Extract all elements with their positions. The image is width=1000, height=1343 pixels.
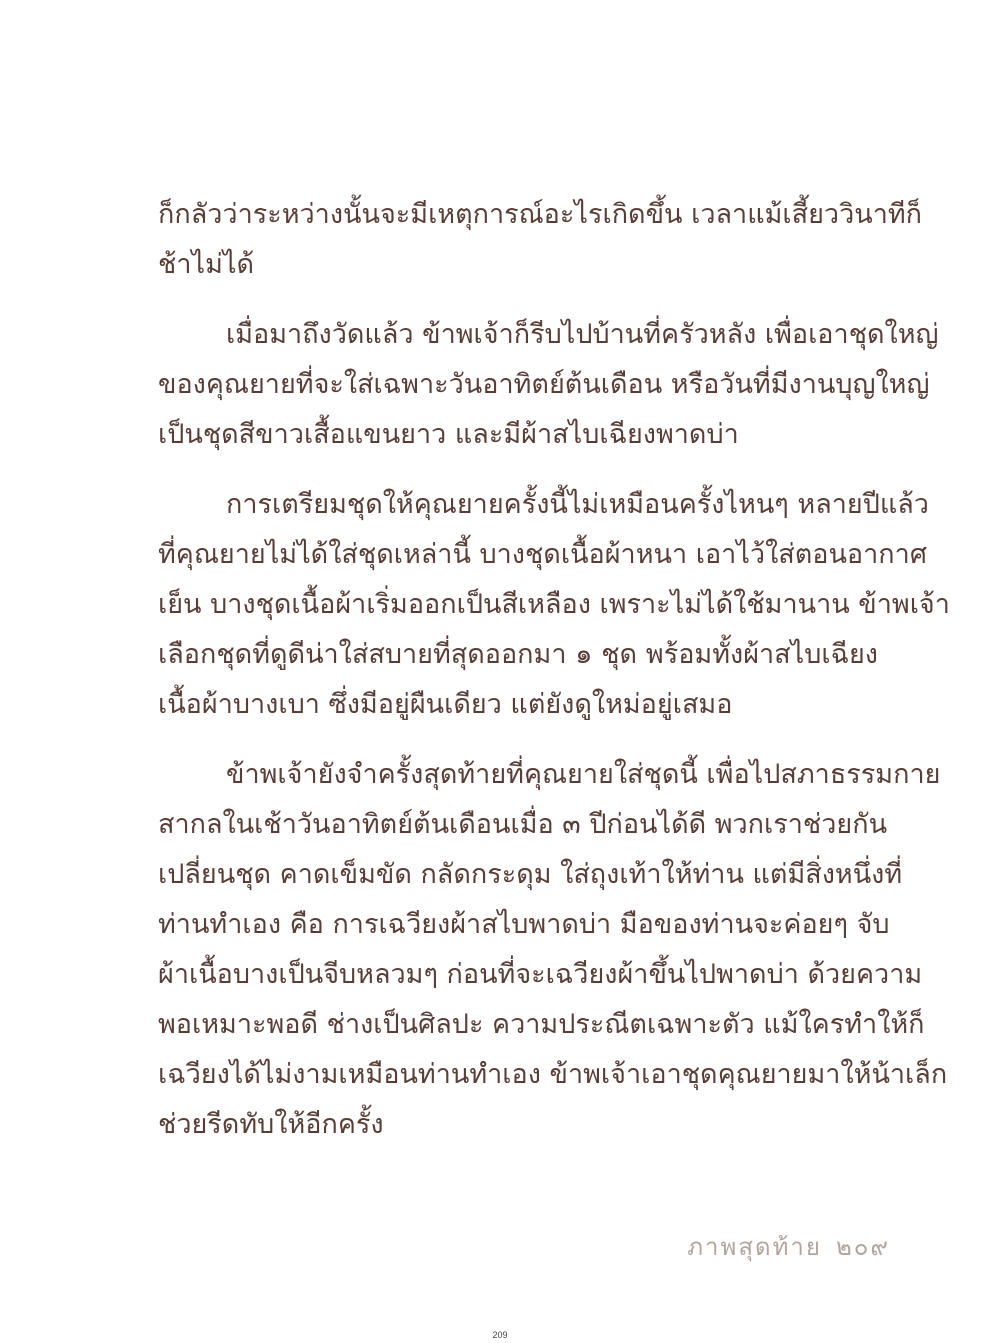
text-line: เย็น บางชุดเนื้อผ้าเริ่มออกเป็นสีเหลือง เพราะไม่ได้ใช้มานาน ข้าพเจ้า [158,589,950,620]
running-footer [673,1227,890,1266]
text-line: เป็นชุดสีขาวเสื้อแขนยาว และมีผ้าสไบเฉียงพาดบ่า [158,419,739,450]
paragraph-1 [158,190,923,290]
text-line: การเตรียมชุดให้คุณยายครั้งนี้ไม่เหมือนครั้งไหนๆ หลายปีแล้ว [226,489,929,520]
text-line: พอเหมาะพอดี ช่างเป็นศิลปะ ความประณีตเฉพาะตัว แม้ใครทำให้ก็ [158,1009,925,1040]
text-line: ข้าพเจ้ายังจำครั้งสุดท้ายที่คุณยายใส่ชุดนี้ เพื่อไปสภาธรรมกาย [226,759,941,790]
text-line: ช่วยรีดทับให้อีกครั้ง [158,1109,384,1140]
paragraph-4 [158,750,948,1150]
text-line: ผ้าเนื้อบางเป็นจีบหลวมๆ ก่อนที่จะเฉวียงผ้าขึ้นไปพาดบ่า ด้วยความ [158,959,923,990]
text-line: เฉวียงได้ไม่งามเหมือนท่านทำเอง ข้าพเจ้าเอาชุดคุณยายมาให้น้าเล็ก [158,1059,948,1090]
text-line: ของคุณยายที่จะใส่เฉพาะวันอาทิตย์ต้นเดือน หรือวันที่มีงานบุญใหญ่ [158,369,930,400]
text-line: เลือกชุดที่ดูดีน่าใส่สบายที่สุดออกมา ๑ ชุด พร้อมทั้งผ้าสไบเฉียง [158,639,878,670]
page-number-thai: ๒๐๙ [835,1233,890,1261]
text-line: ท่านทำเอง คือ การเฉวียงผ้าสไบพาดบ่า มือของท่านจะค่อยๆ จับ [158,909,890,940]
running-title: ภาพสุดท้าย [687,1233,822,1261]
body-text [158,190,950,1150]
text-line: เปลี่ยนชุด คาดเข็มขัด กลัดกระดุม ใส่ถุงเท้าให้ท่าน แต่มีสิ่งหนึ่งที่ [158,859,903,890]
text-line: ช้าไม่ได้ [158,249,254,280]
folio-number: 209 [492,1330,508,1340]
paragraph-2 [158,310,939,460]
text-line: เนื้อผ้าบางเบา ซึ่งมีอยู่ผืนเดียว แต่ยังดูใหม่อยู่เสมอ [158,689,733,720]
paragraph-3 [158,480,950,730]
text-line: ก็กลัวว่าระหว่างนั้นจะมีเหตุการณ์อะไรเกิดขึ้น เวลาแม้เสี้ยววินาทีก็ [158,199,923,230]
text-line: ที่คุณยายไม่ได้ใส่ชุดเหล่านี้ บางชุดเนื้อผ้าหนา เอาไว้ใส่ตอนอากาศ [158,539,927,570]
text-line: สากลในเช้าวันอาทิตย์ต้นเดือนเมื่อ ๓ ปีก่อนได้ดี พวกเราช่วยกัน [158,809,888,840]
text-line: เมื่อมาถึงวัดแล้ว ข้าพเจ้าก็รีบไปบ้านที่ครัวหลัง เพื่อเอาชุดใหญ่ [226,319,939,350]
